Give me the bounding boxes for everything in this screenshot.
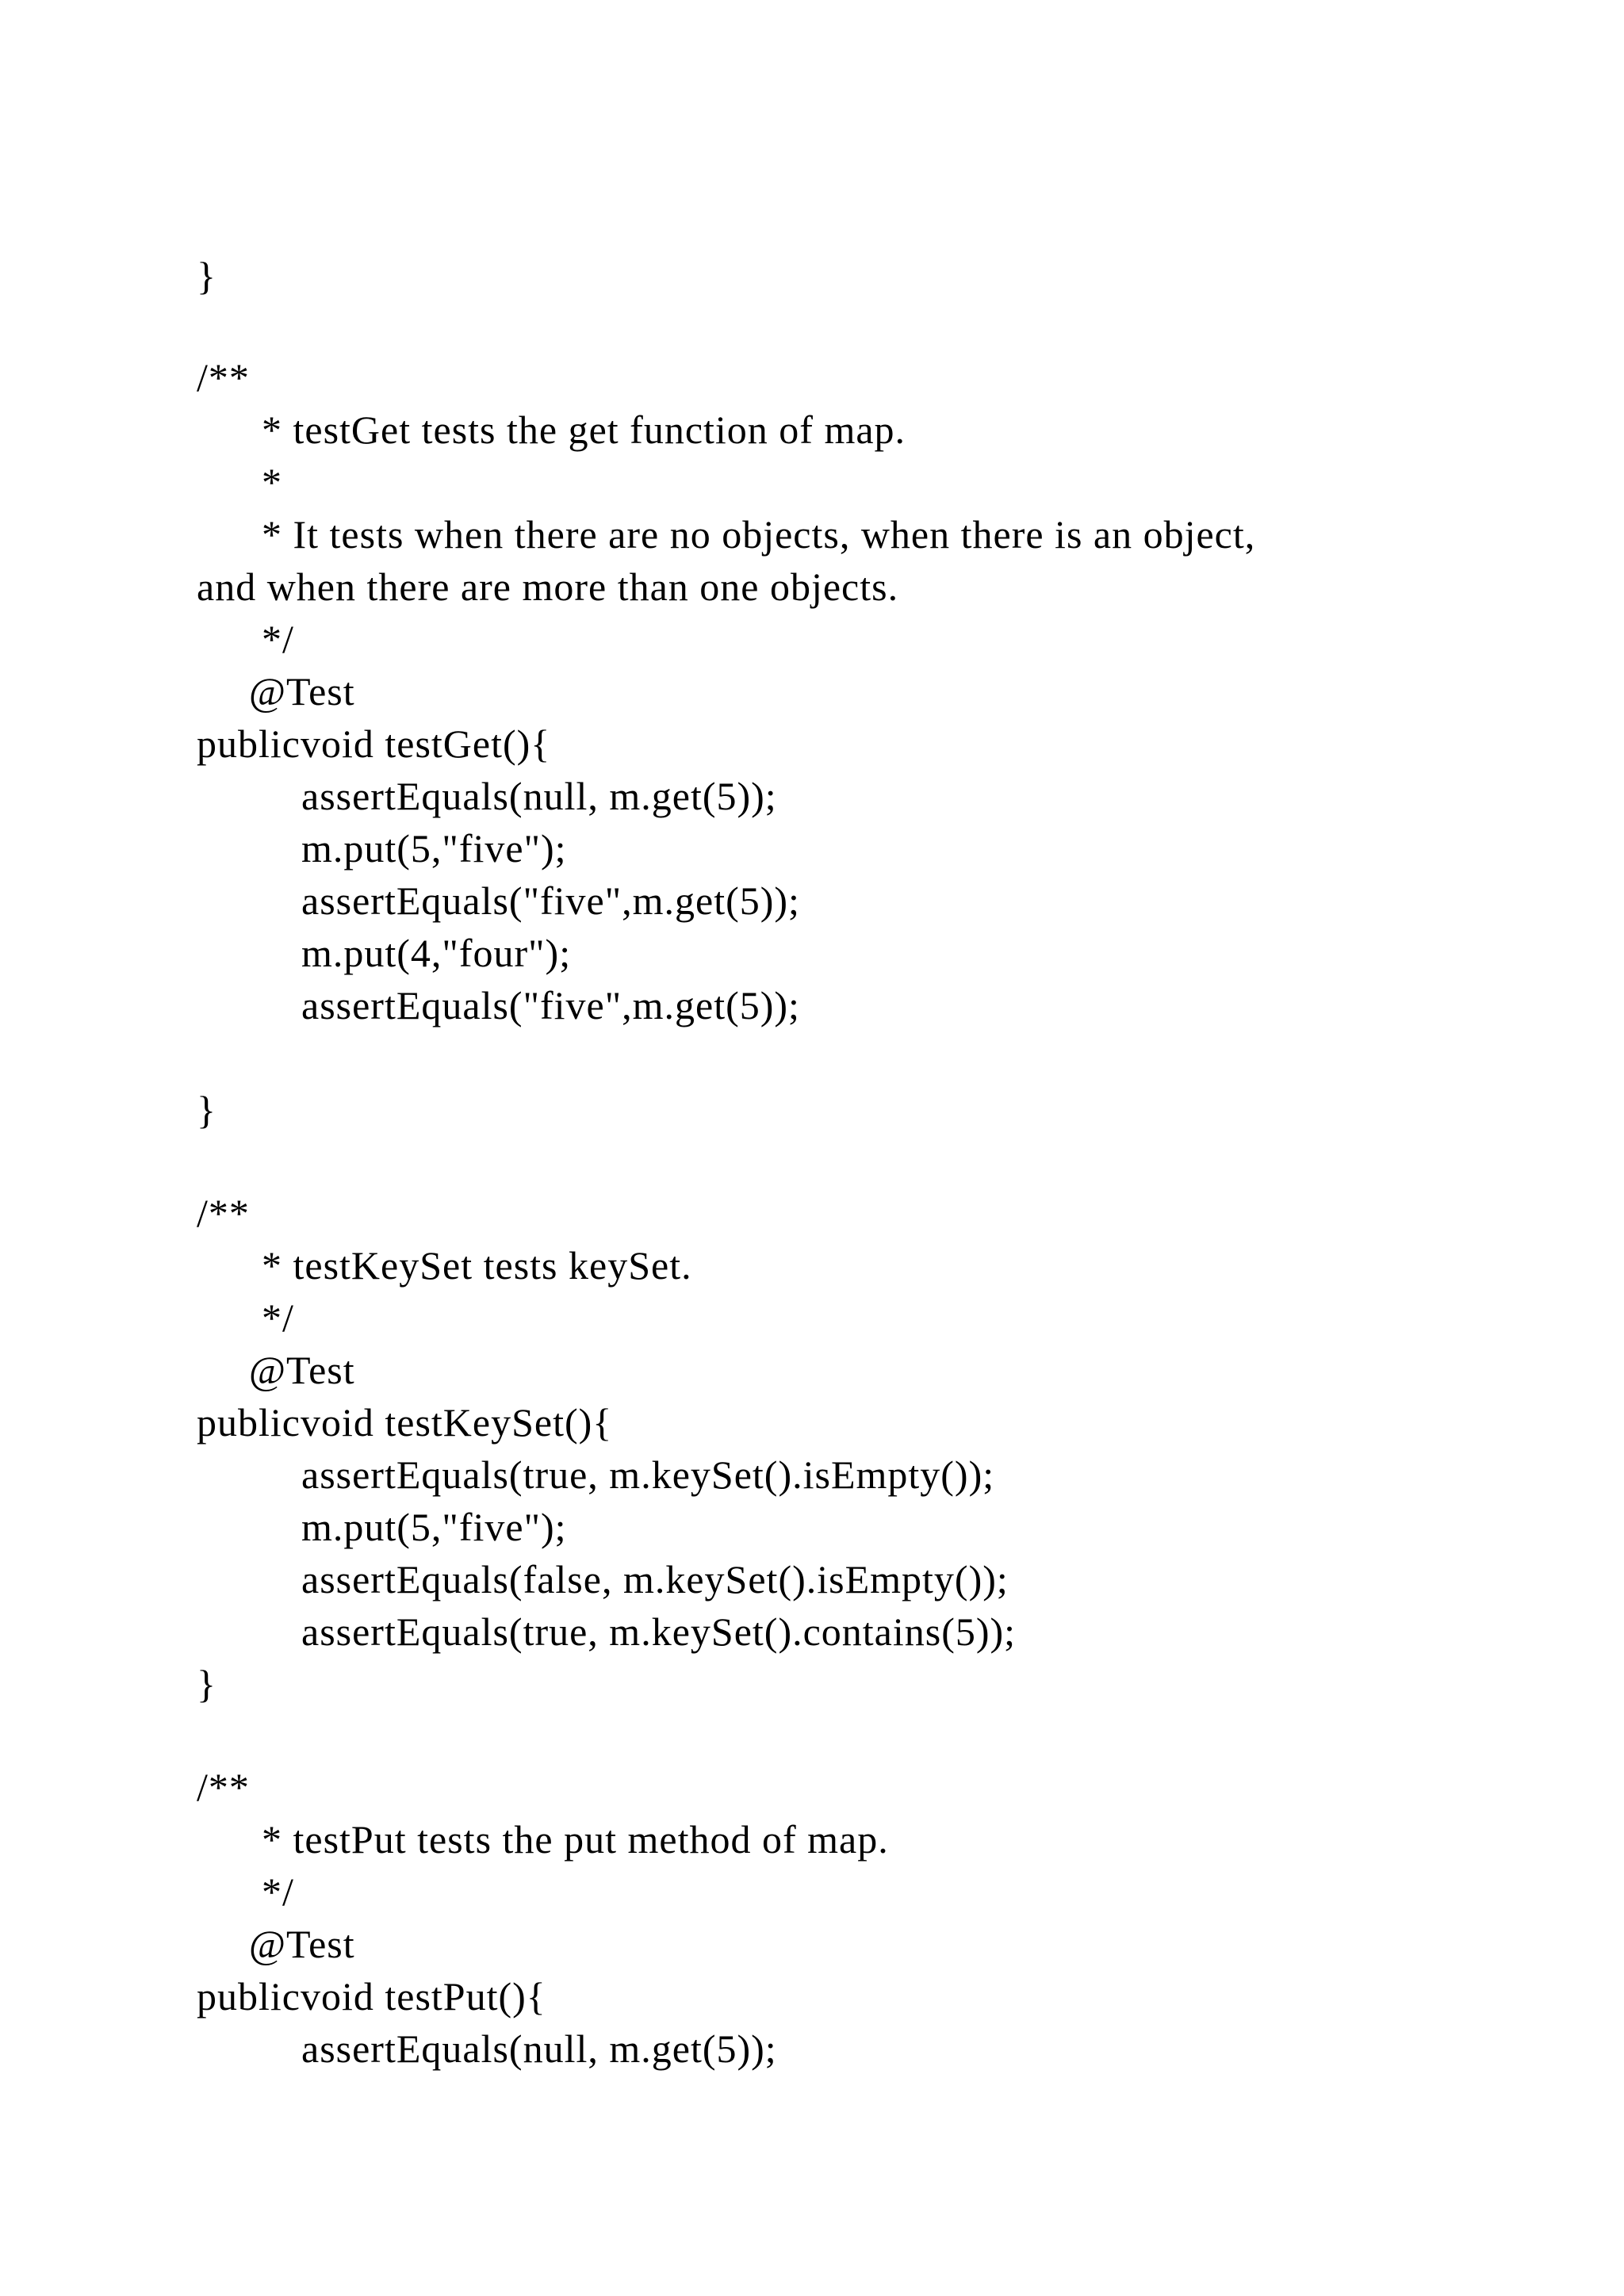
method-signature: publicvoid testPut(){ [197, 1974, 546, 2019]
code-statement: assertEquals(true, m.keySet().isEmpty()); [301, 1452, 995, 1497]
method-signature: publicvoid testKeySet(){ [197, 1400, 613, 1445]
method-signature: publicvoid testGet(){ [197, 721, 551, 766]
comment-line: * testKeySet tests keySet. [262, 1243, 692, 1288]
comment-line: * testPut tests the put method of map. [262, 1817, 889, 1862]
comment-open: /** [197, 355, 250, 400]
closing-brace: } [197, 1662, 216, 1706]
comment-line: * It tests when there are no objects, when there is an object, [262, 512, 1256, 557]
comment-line: * testGet tests the get function of map. [262, 408, 906, 452]
comment-open: /** [197, 1191, 250, 1235]
closing-brace: } [197, 1088, 216, 1132]
code-statement: assertEquals(true, m.keySet().contains(5)); [301, 1609, 1017, 1654]
annotation: @Test [249, 669, 355, 714]
code-statement: assertEquals(null, m.get(5)); [301, 774, 777, 818]
code-statement: m.put(4,"four"); [301, 931, 572, 975]
annotation: @Test [249, 1348, 355, 1392]
code-statement: assertEquals("five",m.get(5)); [301, 983, 800, 1027]
annotation: @Test [249, 1922, 355, 1966]
code-statement: m.put(5,"five"); [301, 826, 567, 871]
comment-line: * [262, 460, 282, 504]
code-statement: assertEquals(null, m.get(5)); [301, 2026, 777, 2071]
code-statement: assertEquals("five",m.get(5)); [301, 878, 800, 923]
comment-open: /** [197, 1765, 250, 1809]
code-statement: assertEquals(false, m.keySet().isEmpty()); [301, 1557, 1009, 1601]
comment-line: and when there are more than one objects. [197, 564, 899, 609]
comment-close: */ [262, 617, 294, 661]
code-statement: m.put(5,"five"); [301, 1505, 567, 1549]
closing-brace: } [197, 254, 216, 298]
comment-close: */ [262, 1295, 294, 1340]
comment-close: */ [262, 1869, 294, 1914]
